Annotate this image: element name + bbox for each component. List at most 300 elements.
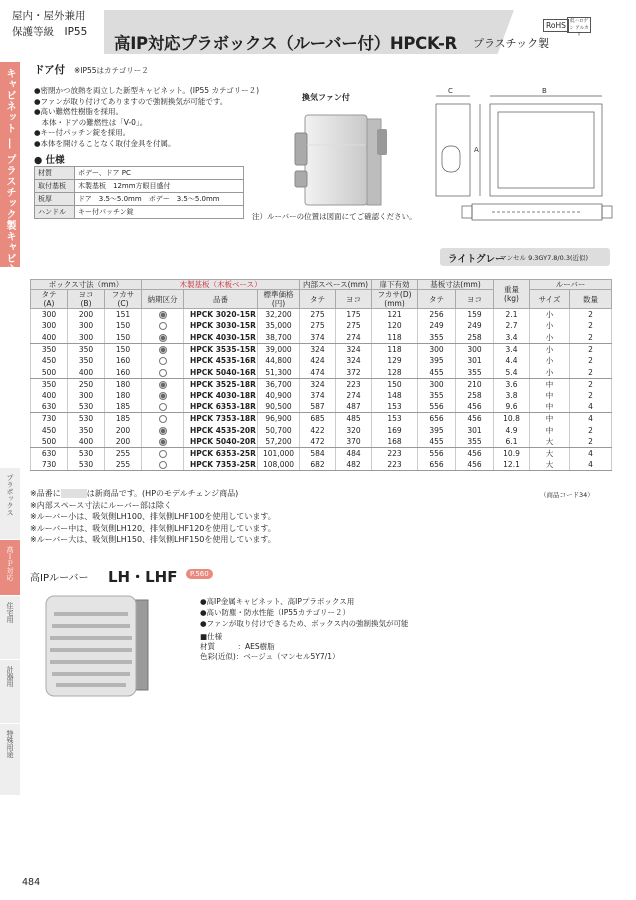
th-weight-unit: (kg) [504, 294, 519, 303]
cell-board-tate: 300 [418, 343, 456, 355]
cell-inner-tate: 424 [300, 355, 336, 367]
feature-list [34, 86, 294, 149]
color-name: ライトグレー [448, 254, 505, 265]
cell-louver-size: 大 [530, 436, 570, 448]
cell-weight: 9.6 [494, 401, 530, 413]
sidetab-label: 特殊用途 [6, 730, 14, 758]
cell-board-yoko: 456 [456, 459, 494, 471]
cell-louver-qty: 2 [570, 309, 612, 321]
cell-price: 108,000 [258, 459, 300, 471]
th-weight-label: 重量 [504, 285, 520, 294]
cell-louver-qty: 2 [570, 320, 612, 332]
cell-fuka: 160 [105, 366, 142, 378]
louver-model: LH・LHF [108, 568, 178, 586]
cell-door-depth: 169 [372, 424, 418, 436]
cell-inner-yoko: 372 [336, 366, 372, 378]
table-row [31, 343, 612, 355]
cell-tate: 730 [31, 413, 68, 425]
delivery-full-icon [159, 334, 167, 342]
tag-line-2: 保護等級 IP55 [12, 26, 88, 38]
cell-louver-qty: 4 [570, 448, 612, 460]
cell-tate: 400 [31, 332, 68, 344]
cell-board-tate: 256 [418, 309, 456, 321]
cell-inner-yoko: 370 [336, 436, 372, 448]
sidetab-plabox[interactable] [0, 468, 20, 540]
cell-board-tate: 656 [418, 413, 456, 425]
cell-tate: 300 [31, 309, 68, 321]
cell-nohin [142, 366, 184, 378]
cell-fuka: 180 [105, 390, 142, 402]
th-board-tate: タテ [418, 290, 456, 309]
louver-spec-heading: ■仕様 [200, 632, 223, 641]
cell-fuka: 200 [105, 424, 142, 436]
cell-louver-qty: 2 [570, 436, 612, 448]
feature-item: ●高い難燃性樹脂を採用。 [34, 107, 124, 116]
cell-weight: 10.8 [494, 413, 530, 425]
cell-inner-tate: 324 [300, 378, 336, 390]
cell-yoko: 530 [68, 401, 105, 413]
th-weight [494, 280, 530, 309]
cell-inner-yoko: 223 [336, 378, 372, 390]
cell-inner-yoko: 324 [336, 355, 372, 367]
cell-board-yoko: 258 [456, 332, 494, 344]
cell-inner-tate: 587 [300, 401, 336, 413]
table-row [31, 448, 612, 460]
color-code: マンセル 9.3GY7.8/0.3(近似) [500, 254, 589, 262]
cell-nohin [142, 309, 184, 321]
delivery-full-icon [159, 311, 167, 319]
spec-heading: ● 仕様 [34, 155, 65, 166]
cell-board-tate: 300 [418, 378, 456, 390]
cell-price: 44,800 [258, 355, 300, 367]
cell-price: 96,900 [258, 413, 300, 425]
spec-key: 板厚 [35, 193, 75, 206]
cell-louver-size: 大 [530, 459, 570, 471]
cell-weight: 3.4 [494, 343, 530, 355]
th-nohin: 納期区分 [142, 290, 184, 309]
table-row [31, 366, 612, 378]
cell-door-depth: 148 [372, 390, 418, 402]
cell-tate: 350 [31, 378, 68, 390]
cell-board-yoko: 355 [456, 366, 494, 378]
cell-board-tate: 355 [418, 332, 456, 344]
th-louver-qty: 数量 [570, 290, 612, 309]
th-louver: ルーバー [530, 280, 612, 290]
cell-tate: 450 [31, 424, 68, 436]
cell-louver-size: 小 [530, 309, 570, 321]
cell-inner-tate: 422 [300, 424, 336, 436]
th-label: (C) [117, 299, 129, 308]
cell-board-yoko: 456 [456, 401, 494, 413]
cell-nohin [142, 378, 184, 390]
cell-model: HPCK 4535-16R [184, 355, 258, 367]
sidetab-special[interactable] [0, 724, 20, 796]
table-row [31, 355, 612, 367]
note-text: は新商品です。(HPのモデルチェンジ商品) [86, 489, 239, 498]
cell-yoko: 250 [68, 378, 105, 390]
cell-fuka: 150 [105, 343, 142, 355]
cell-price: 50,700 [258, 424, 300, 436]
th-door-depth [372, 290, 418, 309]
cell-inner-tate: 584 [300, 448, 336, 460]
cell-inner-tate: 275 [300, 309, 336, 321]
page-number: 484 [22, 877, 41, 888]
cell-board-tate: 355 [418, 390, 456, 402]
cell-yoko: 350 [68, 424, 105, 436]
cell-inner-yoko: 324 [336, 343, 372, 355]
delivery-full-icon [159, 438, 167, 446]
cell-louver-size: 大 [530, 448, 570, 460]
door-label: ドア付 [34, 64, 66, 76]
cell-price: 51,300 [258, 366, 300, 378]
cell-fuka: 180 [105, 378, 142, 390]
cell-door-depth: 168 [372, 436, 418, 448]
dim-a-label: A [474, 146, 479, 154]
spec-table [34, 166, 244, 219]
table-row [31, 436, 612, 448]
feature-item: 本体・ドアの難燃性は「V-0」。 [34, 117, 148, 127]
cell-tate: 500 [31, 436, 68, 448]
cell-inner-yoko: 274 [336, 332, 372, 344]
cell-price: 40,900 [258, 390, 300, 402]
cell-door-depth: 223 [372, 459, 418, 471]
sidetab-meter[interactable] [0, 660, 20, 724]
sidetab-label: プラボックス [6, 474, 14, 516]
cell-inner-tate: 685 [300, 413, 336, 425]
delivery-empty-icon [159, 415, 167, 423]
louver-feature: ●高IP金属キャビネット、高IPプラボックス用 [200, 597, 355, 606]
cell-inner-yoko: 320 [336, 424, 372, 436]
cell-tate: 630 [31, 401, 68, 413]
cell-model: HPCK 4030-15R [184, 332, 258, 344]
cell-board-yoko: 210 [456, 378, 494, 390]
th-louver-size: サイズ [530, 290, 570, 309]
cell-inner-yoko: 274 [336, 390, 372, 402]
cell-model: HPCK 4535-20R [184, 424, 258, 436]
cell-fuka: 150 [105, 320, 142, 332]
cell-door-depth: 121 [372, 309, 418, 321]
cell-board-tate: 395 [418, 424, 456, 436]
th-label: フカサ(D) [377, 290, 412, 299]
cell-nohin [142, 436, 184, 448]
cell-tate: 630 [31, 448, 68, 460]
table-row [31, 309, 612, 321]
cell-board-yoko: 159 [456, 309, 494, 321]
cell-tate: 300 [31, 320, 68, 332]
feature-item: ●ファンが取り付けてありますので強制換気が可能です。 [34, 96, 228, 106]
feature-item: ●本体を開けることなく取付金具を付属。 [34, 138, 176, 148]
th-label: タテ [41, 290, 57, 299]
table-row [31, 413, 612, 425]
tag-line-1: 屋内・屋外兼用 [12, 10, 86, 22]
new-product-swatch [61, 489, 87, 498]
cell-nohin [142, 448, 184, 460]
cell-inner-yoko: 275 [336, 320, 372, 332]
cell-model: HPCK 6353-18R [184, 401, 258, 413]
cell-board-yoko: 249 [456, 320, 494, 332]
louver-feature-list [200, 596, 409, 629]
cell-door-depth: 128 [372, 366, 418, 378]
sidetab-housing[interactable] [0, 596, 20, 660]
feature-item: ●キー付パッチン錠を採用。 [34, 128, 131, 137]
cell-board-tate: 395 [418, 355, 456, 367]
louver-page-ref[interactable]: P.560 [186, 569, 213, 579]
cell-yoko: 300 [68, 332, 105, 344]
cell-nohin [142, 343, 184, 355]
th-label: (A) [43, 299, 55, 308]
th-board-yoko: ヨコ [456, 290, 494, 309]
sidetab-high-ip[interactable] [0, 540, 20, 596]
note-item: ※ルーバー中は、吸気側LH120、排気側LHF120を使用しています。 [30, 523, 276, 533]
cell-fuka: 151 [105, 309, 142, 321]
cell-nohin [142, 320, 184, 332]
product-table [30, 279, 612, 471]
cell-price: 101,000 [258, 448, 300, 460]
cell-inner-tate: 374 [300, 332, 336, 344]
cell-nohin [142, 459, 184, 471]
rohs-badge: RoHS [543, 19, 569, 32]
cell-board-yoko: 301 [456, 424, 494, 436]
cell-nohin [142, 401, 184, 413]
cell-door-depth: 223 [372, 448, 418, 460]
th-inner-tate: タテ [300, 290, 336, 309]
cell-louver-qty: 2 [570, 343, 612, 355]
dim-c-label: C [448, 87, 453, 95]
cell-inner-yoko: 485 [336, 413, 372, 425]
product-photo [285, 105, 425, 215]
cell-price: 39,000 [258, 343, 300, 355]
cell-door-depth: 118 [372, 343, 418, 355]
louver-feature: ●高い防塵・防水性能（IP55カテゴリー２） [200, 608, 351, 617]
spec-value: ドア 3.5～5.0mm ボデー 3.5～5.0mm [75, 193, 244, 206]
th-wood-board: 木製基板（木板ベース） [142, 280, 300, 290]
cell-door-depth: 120 [372, 320, 418, 332]
cell-model: HPCK 3535-15R [184, 343, 258, 355]
dimension-drawing [428, 86, 618, 231]
cell-yoko: 300 [68, 320, 105, 332]
cell-price: 38,700 [258, 332, 300, 344]
cell-weight: 4.4 [494, 355, 530, 367]
cell-louver-qty: 4 [570, 459, 612, 471]
cell-tate: 400 [31, 390, 68, 402]
cell-weight: 6.1 [494, 436, 530, 448]
cell-louver-qty: 2 [570, 378, 612, 390]
page-subtitle: プラスチック製 [473, 37, 550, 50]
th-inner-space: 内部スペース(mm) [300, 280, 372, 290]
cell-louver-size: 中 [530, 378, 570, 390]
delivery-empty-icon [159, 322, 167, 330]
cell-inner-tate: 374 [300, 390, 336, 402]
cell-inner-tate: 275 [300, 320, 336, 332]
cell-inner-tate: 474 [300, 366, 336, 378]
spec-value: キー付パッチン錠 [75, 206, 244, 219]
cell-nohin [142, 390, 184, 402]
cell-price: 36,700 [258, 378, 300, 390]
cell-board-tate: 556 [418, 401, 456, 413]
cell-weight: 3.4 [494, 332, 530, 344]
cell-louver-qty: 2 [570, 355, 612, 367]
cell-yoko: 300 [68, 390, 105, 402]
th-inner-yoko: ヨコ [336, 290, 372, 309]
cell-fuka: 150 [105, 332, 142, 344]
cell-model: HPCK 5040-20R [184, 436, 258, 448]
delivery-empty-icon [159, 369, 167, 377]
product-code-note: （商品コード34） [540, 491, 594, 499]
cell-price: 32,200 [258, 309, 300, 321]
cell-yoko: 530 [68, 459, 105, 471]
cell-louver-size: 小 [530, 332, 570, 344]
th-box-size: ボックス寸法（mm） [31, 280, 142, 290]
th-board-size: 基板寸法(mm) [418, 280, 494, 290]
table-row [31, 459, 612, 471]
table-row [31, 401, 612, 413]
th-label: (B) [80, 299, 92, 308]
cell-nohin [142, 413, 184, 425]
cell-inner-yoko: 175 [336, 309, 372, 321]
cell-tate: 350 [31, 343, 68, 355]
cell-louver-qty: 2 [570, 390, 612, 402]
cell-inner-tate: 682 [300, 459, 336, 471]
cell-fuka: 255 [105, 459, 142, 471]
cell-louver-size: 中 [530, 390, 570, 402]
cell-nohin [142, 424, 184, 436]
cell-price: 57,200 [258, 436, 300, 448]
cell-board-yoko: 300 [456, 343, 494, 355]
table-row [31, 332, 612, 344]
cell-yoko: 530 [68, 413, 105, 425]
cell-fuka: 185 [105, 401, 142, 413]
cell-door-depth: 129 [372, 355, 418, 367]
cell-door-depth: 150 [372, 378, 418, 390]
cell-weight: 4.9 [494, 424, 530, 436]
th-price [258, 290, 300, 309]
page-title: 高IP対応プラボックス（ルーバー付）HPCK-R [114, 34, 457, 53]
header-tag [8, 8, 104, 44]
cell-board-tate: 249 [418, 320, 456, 332]
cell-model: HPCK 7353-18R [184, 413, 258, 425]
cell-weight: 10.9 [494, 448, 530, 460]
cell-door-depth: 153 [372, 413, 418, 425]
cell-louver-size: 小 [530, 343, 570, 355]
cell-model: HPCK 4030-18R [184, 390, 258, 402]
table-row [31, 378, 612, 390]
note-item: ※内部スペース寸法にルーバー部は除く [30, 500, 172, 510]
cell-model: HPCK 3020-15R [184, 309, 258, 321]
delivery-empty-icon [159, 357, 167, 365]
th-label: ヨコ [78, 290, 94, 299]
delivery-full-icon [159, 381, 167, 389]
louver-photo [36, 590, 166, 705]
cell-fuka: 255 [105, 448, 142, 460]
louver-title: 高IPルーバー [30, 573, 89, 584]
th-tate-a [31, 290, 68, 309]
cell-inner-tate: 324 [300, 343, 336, 355]
delivery-full-icon [159, 392, 167, 400]
cell-yoko: 200 [68, 309, 105, 321]
fan-label: 換気ファン付 [302, 93, 350, 102]
cell-fuka: 185 [105, 413, 142, 425]
door-note: ※IP55はカテゴリー２ [74, 66, 149, 75]
delivery-full-icon [159, 346, 167, 354]
louver-feature: ●ファンが取り付けできるため、ボックス内の強制換気が可能 [200, 619, 409, 628]
cell-yoko: 350 [68, 343, 105, 355]
louver-spec-color: 色彩(近似)：ベージュ（マンセル5Y7/1） [200, 652, 340, 661]
note-item [30, 488, 530, 500]
delivery-empty-icon [159, 403, 167, 411]
th-label: フカサ [111, 290, 135, 299]
cell-louver-size: 小 [530, 320, 570, 332]
th-fuka-c [105, 290, 142, 309]
louver-spec-material: 材質 ：AES樹脂 [200, 642, 275, 651]
louver-spec [200, 632, 339, 662]
cell-board-yoko: 355 [456, 436, 494, 448]
cell-nohin [142, 355, 184, 367]
cell-weight: 12.1 [494, 459, 530, 471]
cell-board-tate: 455 [418, 366, 456, 378]
sidetab-label: 計器用 [6, 666, 14, 687]
cell-louver-qty: 4 [570, 401, 612, 413]
cell-inner-yoko: 484 [336, 448, 372, 460]
note-text: ※品番に [30, 489, 61, 498]
feature-item: ●密閉かつ放熱を両立した新型キャビネット。(IP55 カテゴリー２) [34, 86, 260, 95]
cell-inner-yoko: 482 [336, 459, 372, 471]
table-row [31, 390, 612, 402]
cell-model: HPCK 3030-15R [184, 320, 258, 332]
delivery-full-icon [159, 427, 167, 435]
cell-louver-qty: 2 [570, 366, 612, 378]
cell-nohin [142, 332, 184, 344]
product-table-body [31, 309, 612, 471]
category-band-label: キャビネット ― プラスチック製キャビネット [4, 68, 15, 297]
delivery-empty-icon [159, 461, 167, 469]
cell-tate: 500 [31, 366, 68, 378]
cell-weight: 2.7 [494, 320, 530, 332]
th-model: 品番 [184, 290, 258, 309]
cell-weight: 2.1 [494, 309, 530, 321]
cell-louver-size: 中 [530, 413, 570, 425]
cell-model: HPCK 6353-25R [184, 448, 258, 460]
table-row [31, 320, 612, 332]
cell-tate: 450 [31, 355, 68, 367]
cell-price: 90,500 [258, 401, 300, 413]
low-halogen-badge: 低ハロゲン アルカリ [567, 17, 591, 33]
cell-louver-qty: 2 [570, 424, 612, 436]
th-label: (mm) [384, 299, 405, 308]
note-item: ※ルーバー小は、吸気側LH100、排気側LHF100を使用しています。 [30, 512, 276, 521]
cell-louver-qty: 2 [570, 332, 612, 344]
dim-b-label: B [542, 87, 547, 95]
cell-board-tate: 556 [418, 448, 456, 460]
sidetab-label: 住宅用 [6, 602, 14, 623]
cell-board-yoko: 456 [456, 413, 494, 425]
notes-list [30, 488, 530, 546]
cell-door-depth: 153 [372, 401, 418, 413]
cell-board-yoko: 301 [456, 355, 494, 367]
note-item: ※ルーバー大は、吸気側LH150、排気側LHF150を使用しています。 [30, 535, 276, 544]
cell-yoko: 400 [68, 366, 105, 378]
cell-board-yoko: 456 [456, 448, 494, 460]
cell-yoko: 530 [68, 448, 105, 460]
th-label: 標準価格 [263, 290, 294, 299]
cell-tate: 730 [31, 459, 68, 471]
spec-key: 材質 [35, 167, 75, 180]
cell-board-tate: 656 [418, 459, 456, 471]
cell-louver-size: 小 [530, 366, 570, 378]
cell-inner-tate: 472 [300, 436, 336, 448]
cell-yoko: 350 [68, 355, 105, 367]
spec-key: ハンドル [35, 206, 75, 219]
th-door-effective: 扉下有効 [372, 280, 418, 290]
